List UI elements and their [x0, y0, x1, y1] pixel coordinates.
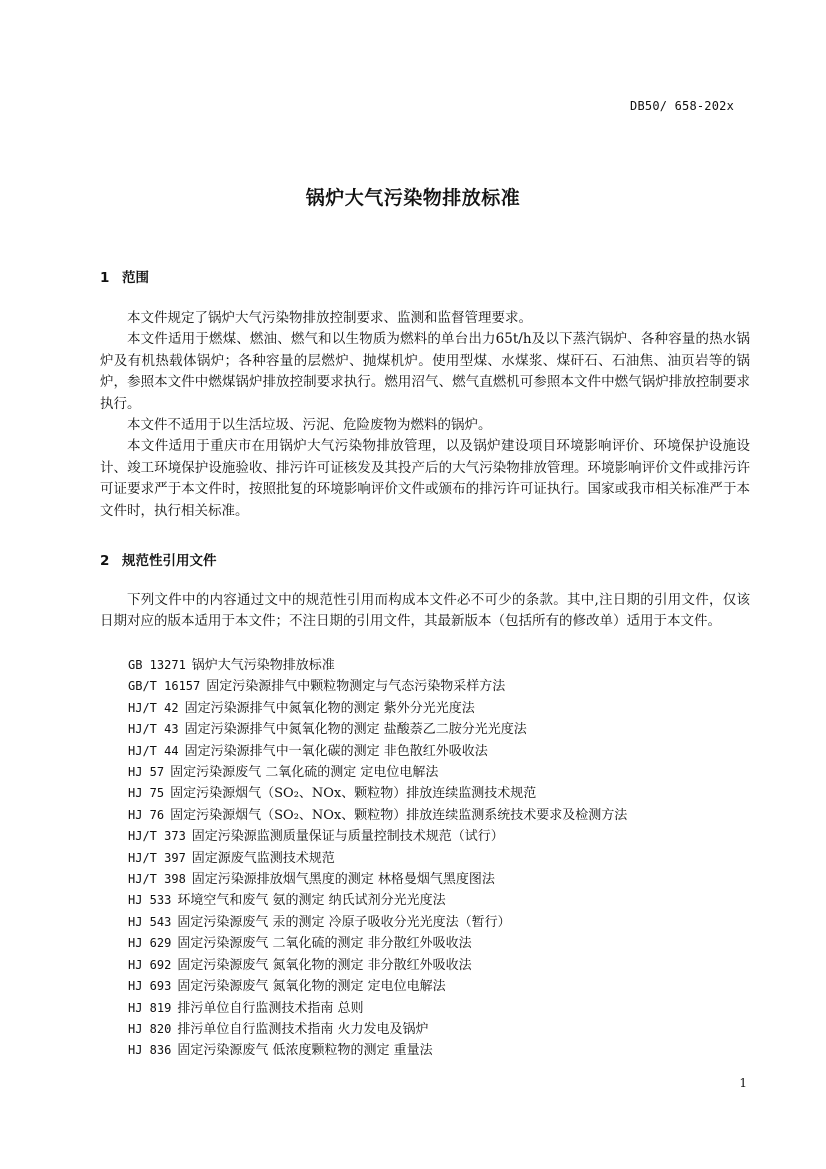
reference-title: 固定污染源排气中氮氧化物的测定 紫外分光光度法 [184, 700, 475, 716]
section-heading-scope [100, 266, 149, 286]
reference-item [128, 955, 768, 976]
reference-code: HJ/T 397 [128, 850, 186, 865]
reference-title: 固定污染源废气 低浓度颗粒物的测定 重量法 [177, 1043, 433, 1059]
reference-item [128, 741, 768, 762]
reference-title: 排污单位自行监测技术指南 总则 [177, 1000, 364, 1016]
reference-code: HJ 533 [128, 893, 172, 908]
reference-item [128, 912, 768, 933]
reference-title: 固定污染源排放烟气黑度的测定 林格曼烟气黑度图法 [191, 872, 495, 888]
reference-title: 固定污染源烟气（SO₂、NOx、颗粒物）排放连续监测系统技术要求及检测方法 [170, 807, 628, 823]
reference-code: GB/T 16157 [128, 679, 201, 694]
reference-title: 固定源废气监测技术规范 [191, 850, 335, 866]
paragraph: 本文件适用于燃煤、燃油、燃气和以生物质为燃料的单台出力65t/h及以下蒸汽锅炉、各种容量的热水锅炉及有机热载体锅炉；各种容量的层燃炉、抛煤机炉。使用型煤、水煤浆、煤矸石、石油焦、油页岩等的锅炉，参照本文件中燃煤锅炉排放控制要求执行。燃用沼气、燃气直燃机可参照本文件中燃气锅炉排放控制要求执行。 [100, 331, 750, 412]
paragraph: 下列文件中的内容通过文中的规范性引用而构成本文件必不可少的条款。其中,注日期的引用文件，仅该日期对应的版本适用于本文件；不注日期的引用文件，其最新版本（包括所有的修改单）适用于本文件。 [100, 592, 750, 630]
reference-item [128, 719, 768, 740]
reference-code: HJ 820 [128, 1021, 172, 1036]
reference-code: HJ 692 [128, 957, 172, 972]
reference-code: HJ/T 44 [128, 743, 179, 758]
reference-title: 固定污染源废气 二氧化硫的测定 定电位电解法 [170, 765, 439, 781]
reference-title: 固定污染源排气中一氧化碳的测定 非色散红外吸收法 [184, 743, 488, 759]
reference-code: HJ 819 [128, 1000, 172, 1015]
page-number: 1 [739, 1076, 747, 1090]
reference-title: 固定污染源废气 二氧化硫的测定 非分散红外吸收法 [177, 936, 472, 952]
reference-item [128, 762, 768, 783]
reference-code: HJ 57 [128, 765, 165, 780]
reference-title: 环境空气和废气 氨的测定 纳氏试剂分光光度法 [177, 893, 446, 909]
reference-title: 固定污染源监测质量保证与质量控制技术规范（试行） [191, 829, 504, 845]
reference-code: HJ 76 [128, 807, 165, 822]
reference-code: HJ 693 [128, 979, 172, 994]
reference-code: HJ 543 [128, 914, 172, 929]
page-title: 锅炉大气污染物排放标准 [305, 187, 521, 209]
section-references-body [100, 590, 750, 633]
reference-code: HJ 629 [128, 936, 172, 951]
section-title: 范围 [122, 270, 149, 286]
reference-item [128, 783, 768, 804]
reference-code: HJ 836 [128, 1043, 172, 1058]
section-number: 1 [100, 270, 110, 286]
reference-title: 固定污染源排气中氮氧化物的测定 盐酸萘乙二胺分光光度法 [184, 722, 527, 738]
reference-item [128, 848, 768, 869]
paragraph: 本文件适用于重庆市在用锅炉大气污染物排放管理，以及锅炉建设项目环境影响评价、环境保护设施设计、竣工环境保护设施验收、排污许可证核发及其投产后的大气污染物排放管理。环境影响评价文件或排污许可证要求严于本文件时，按照批复的环境影响评价文件或颁布的排污许可证执行。国家或我市相关标准严于本文件时，执行相关标准。 [100, 438, 750, 519]
reference-code: HJ/T 42 [128, 700, 179, 715]
reference-title: 锅炉大气污染物排放标准 [191, 658, 335, 673]
reference-code: HJ/T 398 [128, 872, 186, 887]
reference-item [128, 1019, 768, 1040]
reference-item [128, 826, 768, 847]
section-heading-normative-references [100, 549, 217, 569]
reference-item [128, 676, 768, 697]
reference-item [128, 698, 768, 719]
reference-title: 固定污染源废气 汞的测定 冷原子吸收分光光度法（暂行） [177, 914, 511, 930]
reference-item [128, 933, 768, 954]
reference-item [128, 655, 768, 676]
reference-item [128, 805, 768, 826]
reference-list [128, 655, 768, 1062]
reference-title: 固定污染源烟气（SO₂、NOx、颗粒物）排放连续监测技术规范 [170, 786, 537, 802]
reference-code: GB 13271 [128, 658, 186, 672]
reference-title: 固定污染源废气 氮氧化物的测定 非分散红外吸收法 [177, 957, 472, 973]
section-scope-body [100, 308, 750, 522]
reference-title: 固定污染源排气中颗粒物测定与气态污染物采样方法 [206, 679, 506, 695]
reference-title: 固定污染源废气 氮氧化物的测定 定电位电解法 [177, 979, 446, 995]
reference-code: HJ 75 [128, 786, 165, 801]
section-number: 2 [100, 553, 110, 569]
reference-item [128, 1040, 768, 1061]
reference-code: HJ/T 43 [128, 722, 179, 737]
document-code: DB50/ 658-202x [630, 99, 734, 113]
section-title: 规范性引用文件 [122, 553, 217, 569]
reference-item [128, 869, 768, 890]
reference-item [128, 890, 768, 911]
reference-item [128, 998, 768, 1019]
reference-item [128, 976, 768, 997]
paragraph: 本文件规定了锅炉大气污染物排放控制要求、监测和监督管理要求。 [127, 310, 532, 326]
reference-title: 排污单位自行监测技术指南 火力发电及锅炉 [177, 1021, 429, 1037]
reference-code: HJ/T 373 [128, 829, 186, 844]
paragraph: 本文件不适用于以生活垃圾、污泥、危险废物为燃料的锅炉。 [127, 417, 492, 434]
